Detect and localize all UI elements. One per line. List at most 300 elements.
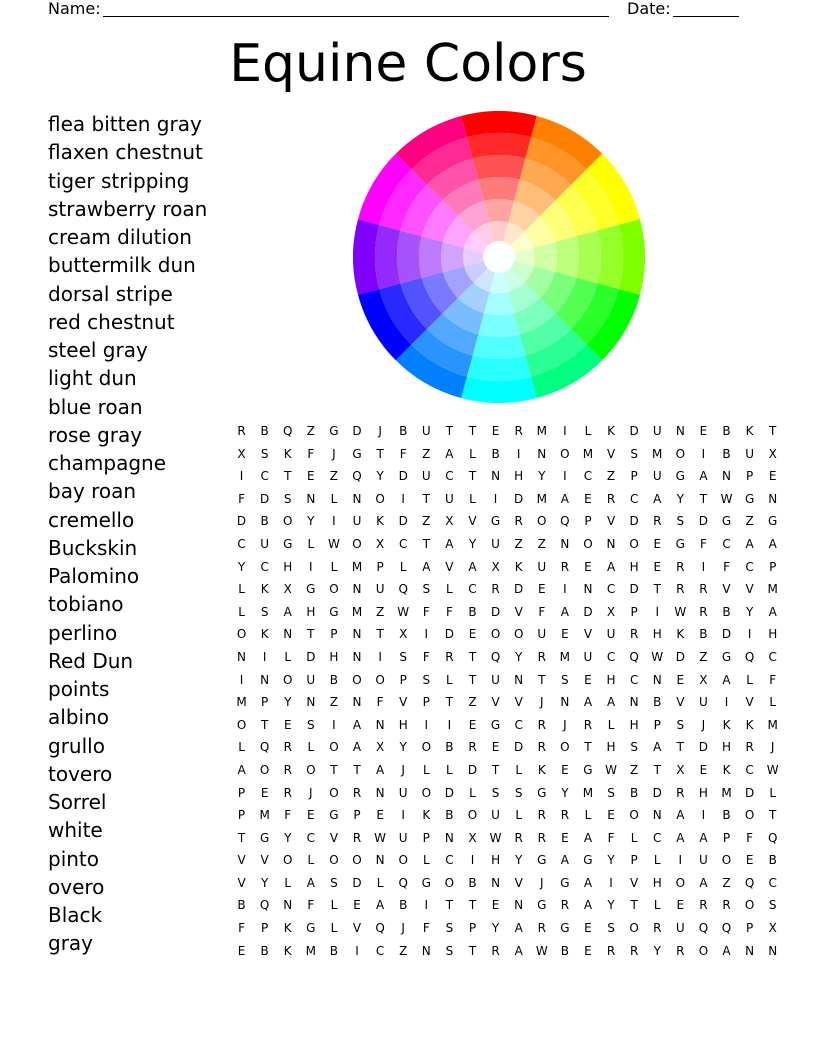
grid-letter: Z	[722, 875, 731, 890]
grid-letter: V	[329, 830, 339, 845]
grid-letter: A	[445, 536, 454, 551]
grid-letter: N	[768, 491, 778, 506]
grid-letter: T	[353, 762, 361, 777]
grid-letter: E	[699, 424, 708, 438]
grid-letter: R	[352, 785, 362, 800]
grid-letter: I	[563, 424, 567, 438]
grid-letter: L	[307, 536, 315, 551]
grid-letter: A	[352, 717, 362, 732]
grid-letter: V	[745, 582, 754, 597]
grid-letter: V	[745, 695, 754, 710]
grid-letter: V	[399, 695, 408, 710]
grid-letter: O	[490, 627, 501, 642]
grid-letter: H	[606, 740, 616, 755]
grid-letter: K	[283, 921, 292, 936]
grid-letter: A	[606, 695, 616, 710]
word-list-item: tiger stripping	[48, 168, 190, 193]
grid-letter: U	[444, 491, 454, 506]
grid-letter: G	[490, 717, 501, 732]
word-list-item: light dun	[48, 366, 137, 391]
grid-letter: I	[332, 717, 336, 732]
grid-letter: R	[699, 604, 708, 619]
grid-letter: X	[699, 672, 708, 687]
grid-letter: M	[559, 649, 571, 664]
grid-letter: E	[607, 808, 615, 823]
grid-letter: V	[468, 514, 477, 529]
grid-letter: T	[630, 898, 638, 913]
color-wheel-image	[353, 111, 645, 403]
grid-letter: I	[309, 559, 313, 574]
grid-letter: I	[424, 627, 429, 642]
grid-letter: R	[699, 582, 708, 597]
grid-letter: S	[260, 604, 269, 619]
grid-letter: F	[284, 808, 292, 823]
grid-letter: U	[352, 514, 362, 529]
grid-letter: T	[376, 446, 384, 461]
grid-letter: J	[309, 785, 313, 800]
grid-letter: A	[514, 921, 523, 936]
grid-letter: Y	[515, 649, 523, 664]
grid-letter: O	[537, 514, 547, 529]
grid-letter: M	[536, 491, 547, 506]
grid-letter: D	[721, 627, 732, 642]
grid-letter: N	[306, 491, 316, 506]
grid-letter: U	[583, 649, 593, 664]
grid-letter: W	[605, 762, 617, 777]
grid-letter: N	[722, 469, 731, 484]
grid-row	[230, 849, 784, 872]
grid-letter: O	[283, 514, 293, 529]
grid-letter: B	[237, 898, 246, 913]
word-list-item: champagne	[48, 451, 167, 475]
grid-letter: E	[768, 469, 777, 484]
grid-letter: T	[422, 491, 430, 506]
grid-letter: S	[514, 785, 523, 800]
grid-letter: D	[514, 740, 524, 755]
grid-letter: L	[399, 559, 407, 574]
grid-letter: M	[721, 785, 732, 800]
grid-letter: Q	[375, 921, 385, 936]
grid-letter: O	[283, 672, 293, 687]
grid-letter: F	[238, 921, 245, 936]
grid-letter: R	[583, 717, 593, 732]
grid-letter: P	[745, 921, 754, 936]
word-list-item: Buckskin	[48, 535, 138, 560]
grid-letter: E	[491, 424, 500, 438]
grid-letter: J	[701, 717, 706, 732]
grid-letter: N	[444, 830, 454, 845]
grid-letter: I	[747, 627, 752, 642]
grid-letter: A	[422, 559, 431, 574]
grid-letter: B	[329, 943, 339, 958]
grid-letter: I	[609, 875, 613, 890]
grid-letter: E	[561, 762, 569, 777]
grid-letter: I	[401, 808, 405, 823]
grid-letter: K	[260, 627, 269, 642]
grid-letter: R	[537, 830, 546, 845]
grid-letter: N	[375, 785, 385, 800]
grid-letter: X	[375, 740, 385, 755]
grid-letter: G	[675, 469, 685, 484]
grid-letter: E	[283, 717, 292, 732]
grid-letter: R	[722, 898, 731, 913]
grid-letter: B	[468, 604, 477, 619]
grid-letter: L	[422, 762, 430, 777]
grid-letter: V	[676, 695, 685, 710]
grid-letter: X	[468, 830, 477, 845]
grid-letter: V	[606, 446, 616, 461]
grid-letter: M	[236, 695, 247, 710]
color-wheel-segment	[478, 177, 519, 201]
grid-letter: O	[375, 491, 385, 506]
grid-letter: K	[607, 424, 615, 438]
grid-letter: L	[584, 424, 592, 438]
word-search-grid	[230, 420, 784, 962]
grid-letter: X	[491, 559, 500, 574]
grid-letter: P	[630, 604, 638, 619]
grid-letter: O	[352, 853, 362, 868]
grid-letter: N	[652, 808, 662, 823]
grid-row	[230, 714, 784, 737]
word-list-item: albino	[48, 705, 109, 730]
grid-letter: R	[606, 943, 616, 958]
grid-letter: B	[722, 808, 731, 823]
grid-letter: N	[768, 943, 778, 958]
grid-letter: C	[653, 830, 662, 845]
grid-letter: Y	[491, 921, 500, 936]
grid-letter: N	[560, 536, 570, 551]
grid-letter: E	[491, 898, 500, 913]
grid-row	[230, 804, 784, 827]
grid-letter: A	[653, 491, 662, 506]
grid-letter: P	[261, 921, 269, 936]
grid-letter: W	[651, 649, 664, 664]
name-line[interactable]	[103, 0, 609, 17]
grid-letter: I	[355, 943, 359, 958]
grid-letter: T	[538, 672, 546, 687]
grid-letter: A	[352, 740, 362, 755]
color-wheel-center	[483, 241, 515, 273]
grid-letter: L	[238, 604, 245, 619]
grid-row	[230, 894, 784, 917]
grid-letter: L	[446, 582, 453, 597]
grid-letter: W	[327, 536, 340, 551]
grid-letter: I	[493, 491, 498, 506]
grid-letter: B	[445, 740, 454, 755]
grid-letter: T	[330, 762, 338, 777]
grid-letter: F	[376, 695, 384, 710]
grid-letter: T	[422, 536, 430, 551]
grid-letter: Y	[561, 785, 569, 800]
grid-letter: I	[239, 672, 244, 687]
grid-letter: P	[237, 808, 246, 823]
grid-letter: L	[769, 785, 777, 800]
grid-letter: D	[744, 785, 755, 800]
grid-letter: S	[607, 921, 615, 936]
grid-letter: N	[306, 695, 316, 710]
word-list-item: flaxen chestnut	[48, 140, 203, 165]
grid-letter: H	[768, 627, 778, 642]
grid-letter: Z	[699, 649, 708, 664]
grid-letter: D	[514, 491, 524, 506]
date-line[interactable]	[673, 0, 739, 17]
color-wheel-segment	[375, 225, 400, 289]
grid-letter: I	[332, 514, 336, 529]
grid-letter: Z	[537, 536, 546, 551]
grid-row	[230, 601, 784, 624]
grid-letter: F	[399, 446, 407, 461]
grid-letter: E	[307, 808, 315, 823]
grid-letter: I	[724, 695, 729, 710]
grid-letter: J	[563, 717, 567, 732]
grid-letter: R	[352, 830, 362, 845]
grid-letter: P	[353, 808, 361, 823]
grid-letter: Y	[307, 514, 315, 529]
color-wheel-segment	[473, 334, 526, 359]
word-list-item: red chestnut	[48, 309, 175, 334]
word-list-item: points	[48, 677, 110, 701]
grid-letter: U	[537, 627, 547, 642]
word-list-item: flea bitten gray	[48, 112, 202, 136]
grid-letter: Z	[329, 695, 339, 710]
grid-letter: B	[260, 943, 269, 958]
grid-letter: Z	[606, 469, 616, 484]
grid-letter: D	[629, 582, 639, 597]
grid-letter: U	[398, 785, 408, 800]
grid-letter: U	[699, 853, 708, 868]
grid-letter: H	[491, 853, 501, 868]
grid-letter: G	[537, 785, 547, 800]
grid-letter: U	[652, 424, 662, 438]
grid-letter: Q	[629, 649, 639, 664]
grid-letter: C	[237, 536, 246, 551]
grid-letter: Q	[259, 898, 270, 913]
word-list-item: buttermilk dun	[48, 253, 196, 278]
grid-letter: K	[283, 943, 292, 958]
grid-letter: O	[583, 536, 593, 551]
grid-letter: R	[676, 582, 685, 597]
grid-row	[230, 827, 784, 850]
grid-letter: W	[535, 943, 548, 958]
grid-letter: D	[352, 424, 362, 438]
grid-letter: D	[352, 875, 362, 890]
grid-letter: I	[701, 446, 706, 461]
grid-letter: K	[745, 424, 754, 438]
grid-letter: R	[514, 424, 523, 438]
grid-letter: R	[514, 830, 523, 845]
grid-row	[230, 465, 784, 488]
grid-letter: B	[722, 604, 731, 619]
grid-letter: X	[375, 536, 385, 551]
grid-letter: K	[745, 717, 754, 732]
grid-letter: E	[353, 898, 361, 913]
grid-letter: V	[630, 875, 639, 890]
color-wheel-segment	[598, 225, 623, 289]
grid-letter: R	[491, 582, 500, 597]
grid-letter: L	[469, 446, 476, 461]
grid-letter: S	[422, 582, 431, 597]
grid-letter: L	[422, 853, 430, 868]
grid-letter: G	[768, 514, 778, 529]
grid-letter: P	[330, 627, 338, 642]
grid-letter: Y	[653, 943, 661, 958]
grid-letter: O	[236, 717, 247, 732]
grid-letter: C	[260, 559, 269, 574]
grid-letter: F	[422, 649, 430, 664]
grid-letter: E	[584, 921, 592, 936]
grid-letter: G	[329, 424, 339, 438]
grid-letter: N	[421, 943, 431, 958]
grid-letter: E	[468, 627, 477, 642]
grid-letter: S	[399, 649, 408, 664]
grid-letter: A	[768, 536, 777, 551]
grid-letter: G	[560, 875, 570, 890]
grid-letter: J	[378, 424, 382, 438]
word-list-item: cremello	[48, 507, 135, 532]
grid-letter: H	[652, 627, 662, 642]
grid-letter: E	[537, 582, 546, 597]
grid-letter: R	[445, 649, 454, 664]
grid-letter: S	[260, 446, 269, 461]
grid-letter: U	[491, 672, 500, 687]
grid-letter: O	[744, 898, 755, 913]
grid-letter: Q	[767, 830, 778, 845]
grid-letter: U	[491, 536, 500, 551]
grid-letter: R	[653, 514, 662, 529]
grid-row	[230, 782, 784, 805]
grid-letter: D	[398, 469, 408, 484]
grid-letter: U	[421, 469, 431, 484]
grid-letter: H	[722, 740, 732, 755]
grid-letter: X	[676, 762, 685, 777]
grid-letter: M	[767, 582, 778, 597]
grid-letter: C	[606, 649, 616, 664]
grid-letter: V	[606, 514, 616, 529]
grid-letter: I	[701, 559, 706, 574]
grid-letter: S	[491, 785, 500, 800]
grid-letter: D	[306, 649, 316, 664]
grid-letter: L	[653, 853, 661, 868]
grid-row	[230, 917, 784, 940]
grid-letter: O	[352, 536, 362, 551]
grid-letter: H	[398, 717, 408, 732]
grid-letter: S	[307, 717, 315, 732]
grid-letter: E	[491, 740, 500, 755]
grid-letter: M	[652, 446, 663, 461]
grid-row	[230, 691, 784, 714]
grid-letter: T	[468, 469, 477, 484]
grid-letter: Q	[398, 875, 408, 890]
grid-letter: M	[582, 785, 594, 800]
grid-letter: A	[514, 943, 523, 958]
grid-letter: L	[238, 740, 245, 755]
grid-letter: F	[723, 559, 730, 574]
grid-letter: U	[421, 424, 431, 438]
grid-letter: O	[329, 785, 339, 800]
grid-letter: A	[722, 943, 731, 958]
grid-letter: R	[560, 559, 570, 574]
grid-letter: N	[375, 717, 385, 732]
grid-letter: T	[468, 424, 477, 438]
grid-letter: U	[745, 446, 754, 461]
grid-letter: G	[306, 921, 316, 936]
grid-letter: K	[537, 762, 546, 777]
word-list-item: tovero	[48, 761, 113, 786]
grid-letter: N	[629, 695, 639, 710]
grid-letter: C	[514, 717, 523, 732]
grid-letter: Z	[422, 514, 431, 529]
grid-letter: O	[398, 853, 408, 868]
grid-letter: H	[629, 559, 639, 574]
grid-letter: U	[537, 559, 547, 574]
grid-letter: R	[606, 491, 616, 506]
grid-letter: O	[629, 808, 639, 823]
grid-letter: P	[376, 559, 384, 574]
name-label: Name:	[48, 0, 101, 18]
grid-row	[230, 556, 784, 579]
word-list-item: Red Dun	[48, 648, 134, 673]
grid-letter: S	[630, 740, 638, 755]
color-wheel-segment	[478, 313, 519, 337]
grid-letter: X	[606, 604, 616, 619]
grid-letter: S	[422, 672, 431, 687]
grid-letter: Z	[399, 943, 408, 958]
grid-letter: M	[305, 943, 316, 958]
grid-letter: J	[770, 740, 775, 755]
grid-letter: T	[769, 808, 777, 823]
grid-letter: E	[745, 853, 754, 868]
grid-letter: H	[514, 469, 524, 484]
grid-letter: O	[375, 672, 385, 687]
grid-letter: C	[745, 559, 754, 574]
grid-letter: P	[745, 469, 754, 484]
grid-letter: D	[236, 514, 247, 529]
grid-letter: E	[699, 762, 708, 777]
grid-letter: X	[283, 582, 292, 597]
grid-letter: G	[259, 830, 270, 845]
grid-letter: D	[583, 604, 593, 619]
grid-letter: T	[445, 695, 454, 710]
grid-letter: L	[330, 921, 338, 936]
grid-letter: O	[629, 921, 639, 936]
grid-letter: B	[491, 446, 500, 461]
grid-letter: E	[561, 830, 569, 845]
grid-letter: C	[445, 853, 454, 868]
grid-letter: P	[653, 717, 661, 732]
grid-letter: E	[237, 943, 246, 958]
grid-letter: L	[630, 830, 638, 845]
grid-letter: G	[744, 491, 755, 506]
grid-row	[230, 578, 784, 601]
grid-letter: D	[260, 491, 270, 506]
grid-letter: X	[768, 446, 777, 461]
color-wheel-segment	[467, 133, 531, 158]
grid-letter: G	[721, 514, 732, 529]
grid-letter: Y	[676, 491, 684, 506]
grid-letter: Y	[260, 875, 269, 890]
grid-letter: W	[489, 830, 502, 845]
grid-letter: N	[375, 853, 385, 868]
grid-letter: U	[675, 921, 685, 936]
grid-letter: J	[539, 875, 544, 890]
grid-letter: Y	[745, 604, 754, 619]
grid-letter: E	[584, 491, 592, 506]
grid-letter: T	[491, 762, 500, 777]
grid-letter: T	[676, 740, 684, 755]
grid-letter: Q	[259, 740, 270, 755]
grid-letter: I	[424, 898, 429, 913]
grid-letter: A	[606, 559, 616, 574]
